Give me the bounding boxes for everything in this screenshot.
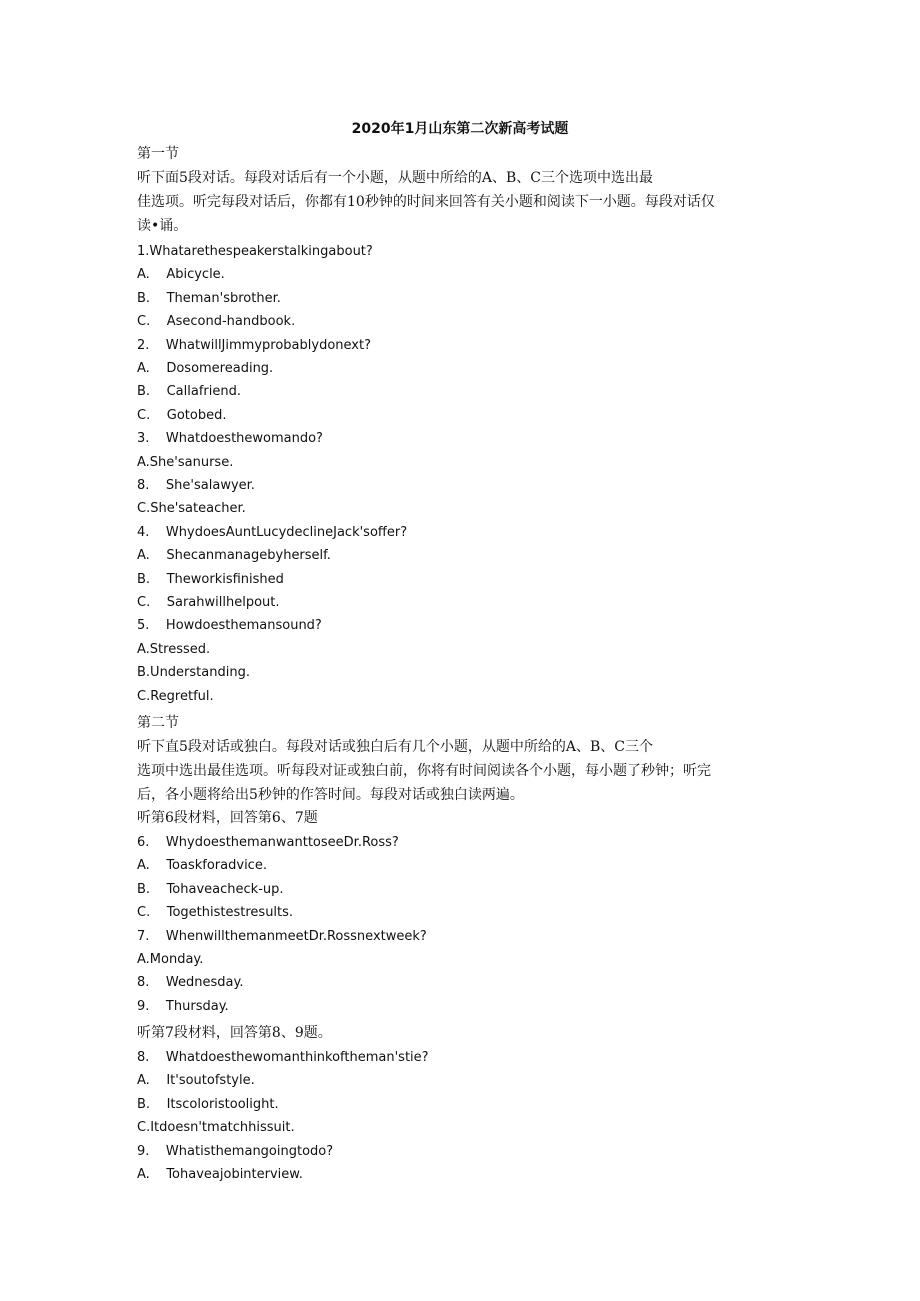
question-line: 8. Whatdoesthewomanthinkoftheman'stie? bbox=[137, 1050, 429, 1065]
question-line: A. Tohaveajobinterview. bbox=[137, 1167, 303, 1182]
question-line: C.She'sateacher. bbox=[137, 501, 246, 517]
question-line: 2. WhatwillJimmyprobablydonext? bbox=[137, 337, 371, 353]
question-line: C. Gotobed. bbox=[137, 407, 227, 423]
question-line: 1.Whatarethespeakerstalkingabout? bbox=[137, 244, 373, 259]
question-line: 7. WhenwillthemanmeetDr.Rossnextweek? bbox=[137, 928, 427, 944]
question-line: 4. WhydoesAuntLucydeclineJack'soffer? bbox=[137, 524, 408, 540]
question-line: B. Theman'sbrother. bbox=[137, 290, 281, 306]
question-line: C. Sarahwillhelpout. bbox=[137, 595, 280, 610]
section-2-instructions-line-3: 后，各小题将给出5秒钟的作答时间。每段对话或独白读两遍。 bbox=[137, 787, 524, 803]
question-line: 5. Howdoesthemansound? bbox=[137, 618, 322, 634]
question-line: 9. Whatisthemangoingtodo? bbox=[137, 1143, 334, 1159]
section-1-instructions-line-1: 听下面5段对话。每段对话后有一个小题，从题中所给的A、B、C三个选项中选出最 bbox=[137, 170, 654, 186]
question-line: B. Tohaveacheck-up. bbox=[137, 881, 284, 897]
question-line: A.Stressed. bbox=[137, 641, 211, 657]
question-line: B. Itscoloristoolight. bbox=[137, 1096, 279, 1112]
question-line: A. Shecanmanagebyherself. bbox=[137, 548, 331, 564]
question-line: A. Abicycle. bbox=[137, 267, 225, 283]
material-7-heading: 听第7段材料，回答第8、9题。 bbox=[137, 1025, 332, 1041]
document-title: 2020年1月山东第二次新高考试题 bbox=[351, 121, 569, 137]
question-line: 6. WhydoesthemanwanttoseeDr.Ross? bbox=[137, 835, 399, 850]
question-line: C. Togethistestresults. bbox=[137, 905, 294, 921]
question-line: C. Asecond-handbook. bbox=[137, 314, 296, 330]
material-6-heading: 听第6段材料，回答第6、7题 bbox=[137, 810, 318, 826]
question-line: A. It'soutofstyle. bbox=[137, 1073, 255, 1089]
section-1-instructions-line-2: 佳选项。听完每段对话后，你都有10秒钟的时间来回答有关小题和阅读下一小题。每段对话仅 bbox=[137, 194, 715, 210]
question-line: 9. Thursday. bbox=[137, 998, 229, 1014]
question-line: B. Theworkisfinished bbox=[137, 571, 284, 587]
question-line: C.Itdoesn'tmatchhissuit. bbox=[137, 1120, 295, 1136]
question-line: B.Understanding. bbox=[137, 665, 250, 681]
section-1-heading: 第一节 bbox=[137, 146, 179, 162]
question-line: 3. Whatdoesthewomando? bbox=[137, 431, 323, 447]
question-line: C.Regretful. bbox=[137, 688, 214, 704]
section-2-instructions-line-2: 选项中选出最佳选项。听每段对证或独白前，你将有时间阅读各个小题，每小题了秒钟；听完 bbox=[137, 763, 711, 779]
question-line: B. Callafriend. bbox=[137, 384, 241, 400]
question-line: 8. She'salawyer. bbox=[137, 478, 255, 493]
section-2-heading: 第二节 bbox=[137, 715, 179, 731]
question-line: A. Toaskforadvice. bbox=[137, 858, 267, 874]
question-line: 8. Wednesday. bbox=[137, 975, 244, 991]
section-1-instructions-line-3: 读•诵。 bbox=[137, 218, 188, 234]
question-line: A. Dosomereading. bbox=[137, 361, 274, 376]
question-line: A.She'sanurse. bbox=[137, 454, 234, 470]
section-2-instructions-line-1: 听下直5段对话或独白。每段对话或独白后有几个小题，从题中所给的A、B、C三个 bbox=[137, 739, 654, 755]
question-line: A.Monday. bbox=[137, 952, 204, 967]
